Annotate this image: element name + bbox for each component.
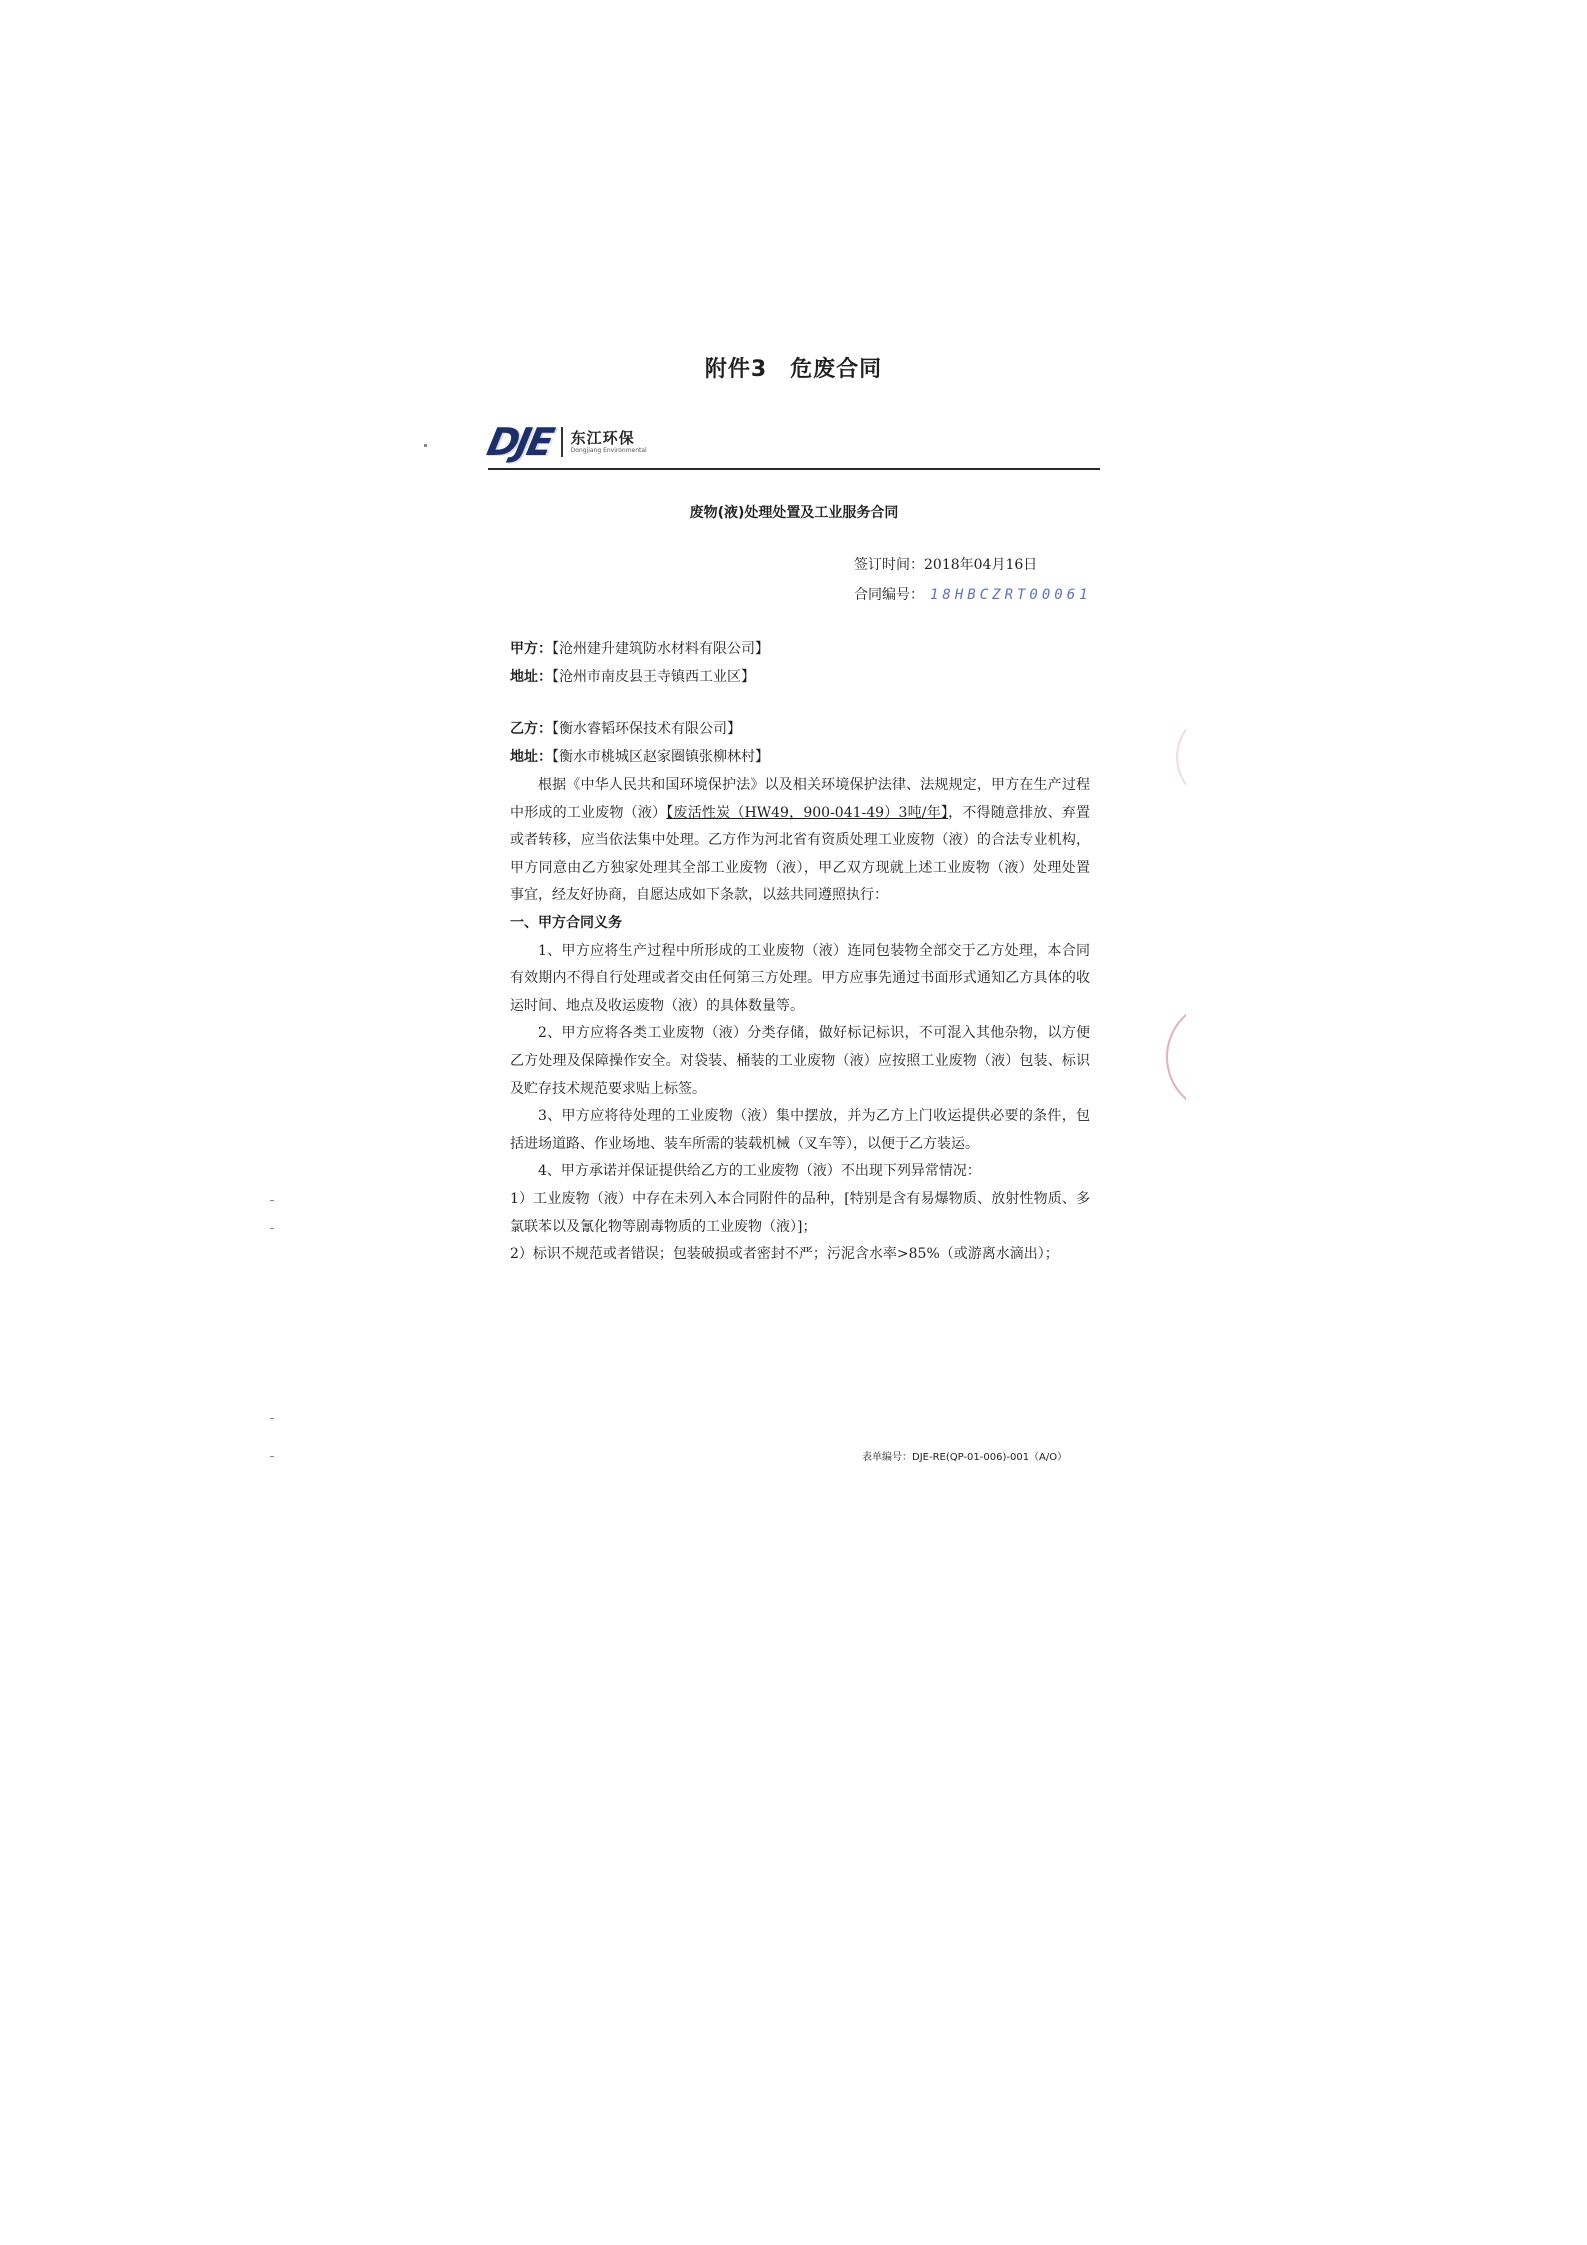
scan-mark xyxy=(270,1456,274,1457)
clause-1: 1、甲方应将生产过程中所形成的工业废物（液）连同包装物全部交于乙方处理，本合同有效期内不得自行处理或者交由任何第三方处理。甲方应事先通过书面形式通知乙方具体的收运时间、地点及收运废物（液）的具体数量等。 xyxy=(510,942,1090,1014)
logo-divider xyxy=(561,427,563,457)
scan-mark xyxy=(424,444,427,447)
party-a-line xyxy=(510,638,769,658)
scan-mark xyxy=(270,1200,274,1201)
scan-mark xyxy=(270,1418,274,1419)
section-1-title: 一、甲方合同义务 xyxy=(510,914,622,931)
party-b-addr-line xyxy=(510,746,769,766)
contract-no: 18HBCZRT00061 xyxy=(930,587,1092,603)
logo-cn: 东江环保 xyxy=(570,428,635,447)
party-a-name: 【沧州建升建筑防水材料有限公司】 xyxy=(552,641,769,657)
form-code: 表单编号：DJE-RE(QP-01-006)-001（A/O） xyxy=(862,1452,1068,1463)
sign-date-label: 签订时间： xyxy=(854,557,924,573)
party-b-label: 乙方： xyxy=(510,721,552,737)
clause-3: 3、甲方应将待处理的工业废物（液）集中摆放，并为乙方上门收运提供必要的条件，包括进场道路、作业场地、装车所需的装载机械（叉车等），以便于乙方装运。 xyxy=(510,1108,1090,1152)
contract-body xyxy=(510,772,1090,1269)
sign-date-line xyxy=(854,554,1037,574)
sign-date: 2018年04月16日 xyxy=(924,557,1038,573)
party-a-addr-line xyxy=(510,666,755,686)
contract-no-line xyxy=(854,584,1092,604)
clause-2: 2、甲方应将各类工业废物（液）分类存储，做好标记标识，不可混入其他杂物，以方便乙方处理及保障操作安全。对袋装、桶装的工业废物（液）应按照工业废物（液）包装、标识及贮存技术规范要求贴上标签。 xyxy=(510,1025,1090,1097)
header-rule xyxy=(488,468,1100,470)
party-b-name: 【衡水睿韬环保技术有限公司】 xyxy=(552,721,741,737)
company-logo xyxy=(483,420,647,464)
clause-4: 4、甲方承诺并保证提供给乙方的工业废物（液）不出现下列异常情况： xyxy=(538,1163,981,1180)
party-a-label: 甲方： xyxy=(510,641,552,657)
item-1: 1）工业废物（液）中存在未列入本合同附件的品种，[特别是含有易爆物质、放射性物质、多氯联苯以及氰化物等剧毒物质的工业废物（液）]； xyxy=(510,1190,1090,1235)
intro-paragraph: 根据《中华人民共和国环境保护法》以及相关环境保护法律、法规规定，甲方在生产过程中形成的工业废物（液）【废活性炭（HW49，900-041-49）3吨/年】，不得随意排放、弃置或者转移，应当依法集中处理。乙方作为河北省有资质处理工业废物（液）的合法专业机构，甲方同意由乙方独家处理其全部工业废物（液），甲乙双方现就上述工业废物（液）处理处置事宜，经友好协商，自愿达成如下条款，以兹共同遵照执行： xyxy=(510,777,1091,904)
waste-item: 【废活性炭（HW49，900-041-49）3吨/年】 xyxy=(666,804,949,821)
party-a-addr: 【沧州市南皮县王寺镇西工业区】 xyxy=(552,669,755,685)
logo-mark: DJE xyxy=(483,420,556,464)
item-2: 2）标识不规范或者错误；包装破损或者密封不严；污泥含水率>85%（或游离水滴出）； xyxy=(510,1246,1059,1263)
contract-title: 废物(液)处理处置及工业服务合同 xyxy=(689,505,899,521)
scan-mark xyxy=(270,1228,274,1229)
party-b-addr-label: 地址： xyxy=(510,749,552,765)
party-b-line xyxy=(510,718,741,738)
party-b-addr: 【衡水市桃城区赵家圈镇张柳林村】 xyxy=(552,749,769,765)
party-a-addr-label: 地址： xyxy=(510,669,552,685)
page-heading: 附件3 危废合同 xyxy=(704,357,883,382)
contract-no-label: 合同编号： xyxy=(854,587,924,603)
logo-en: Dongjiang Environmental xyxy=(570,446,647,454)
